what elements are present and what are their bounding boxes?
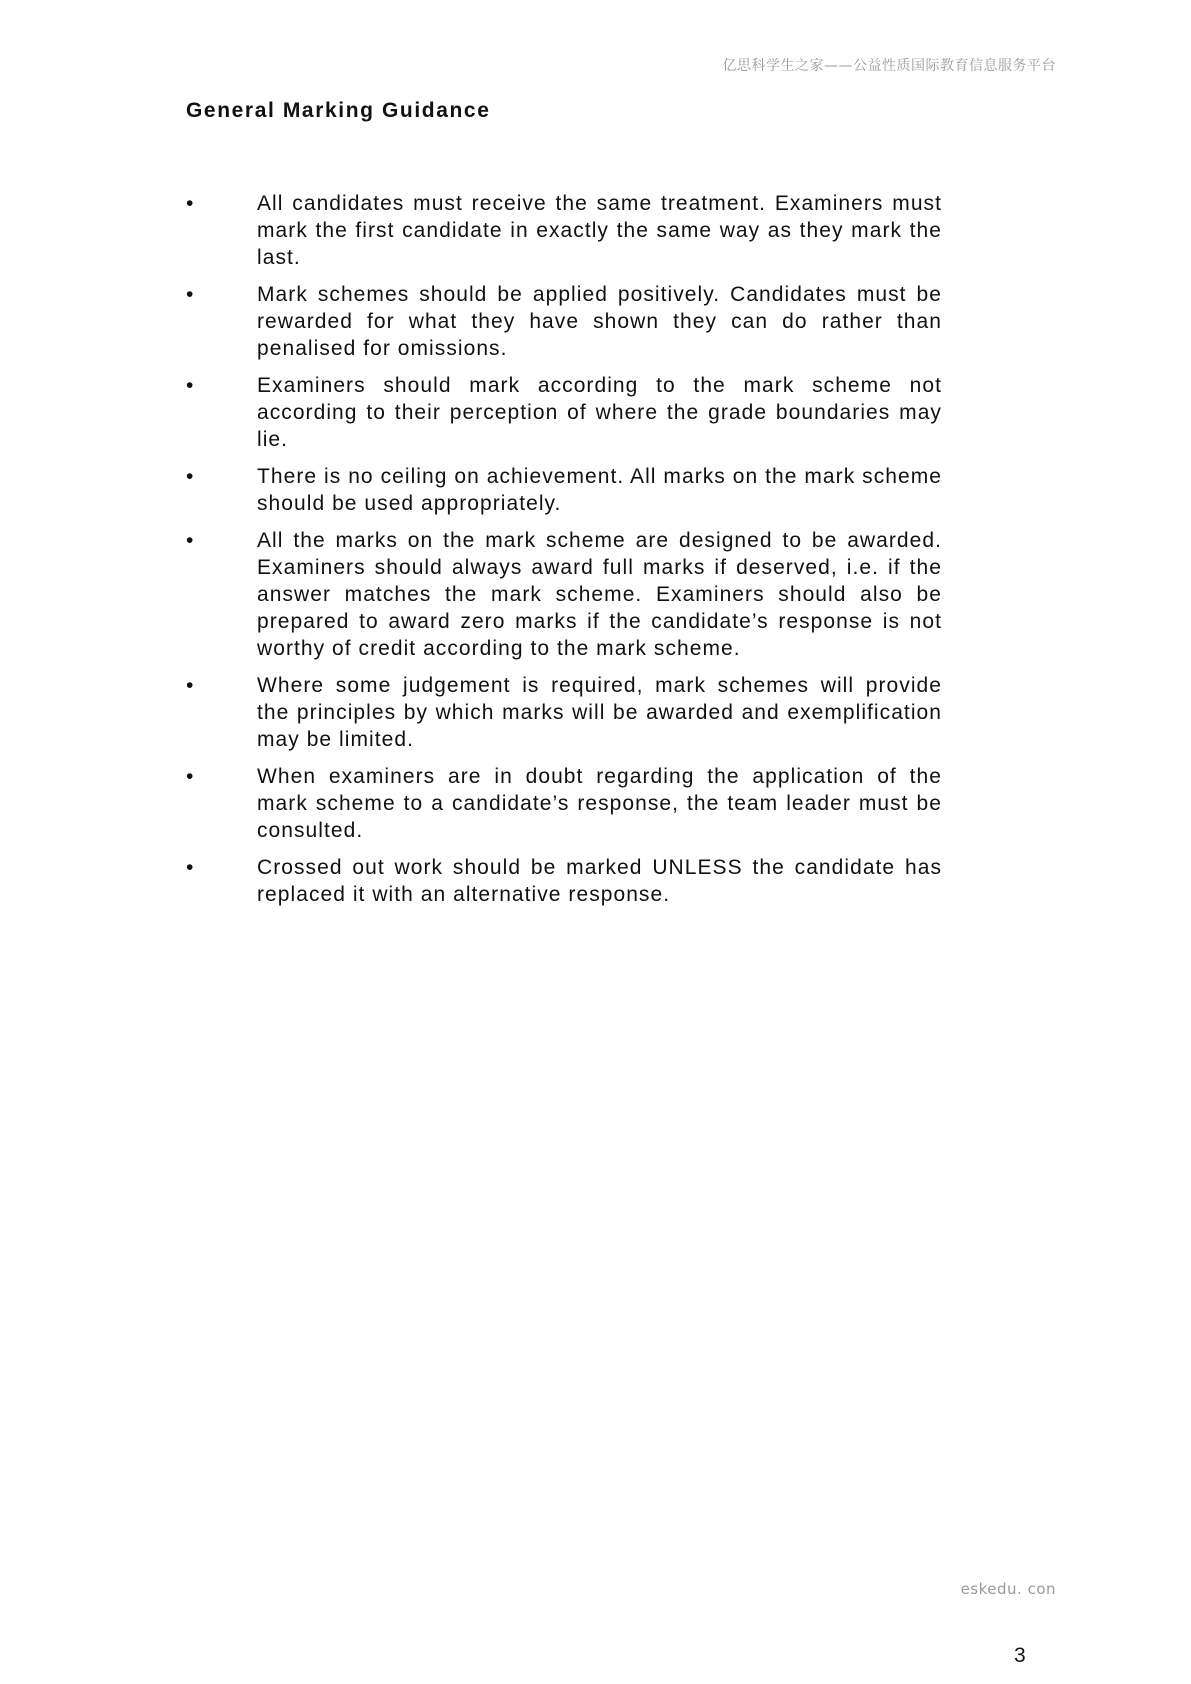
list-item-text: All the marks on the mark scheme are designed to be awarded. Examiners should always award full marks if deserved, i.e. if the answer matches the mark scheme. Examiners should also be prepared to award zero marks if the candidate’s response is not worthy of credit according to the mark scheme.: [257, 529, 942, 660]
list-item-text: Where some judgement is required, mark schemes will provide the principles by which marks will be awarded and exemplification may be limited.: [257, 674, 942, 751]
list-item: [186, 190, 942, 271]
bullet-icon: •: [186, 465, 194, 488]
list-item: [186, 672, 942, 753]
list-item: [186, 854, 942, 908]
list-item-text: Examiners should mark according to the mark scheme not according to their perception of where the grade boundaries may lie.: [257, 374, 942, 451]
list-item: [186, 763, 942, 844]
list-item-text: When examiners are in doubt regarding the application of the mark scheme to a candidate’s response, the team leader must be consulted.: [257, 765, 942, 842]
page-title: General Marking Guidance: [186, 99, 491, 122]
list-item-text: Mark schemes should be applied positively. Candidates must be rewarded for what they have shown they can do rather than penalised for omissions.: [257, 283, 942, 360]
header-watermark: 亿思科学生之家——公益性质国际教育信息服务平台: [722, 58, 1056, 74]
bullet-icon: •: [186, 374, 194, 397]
bullet-icon: •: [186, 856, 194, 879]
bullet-icon: •: [186, 192, 194, 215]
list-item-text: All candidates must receive the same treatment. Examiners must mark the first candidate in exactly the same way as they mark the last.: [257, 192, 942, 269]
guidance-list: [186, 190, 942, 918]
bullet-icon: •: [186, 529, 194, 552]
bullet-icon: •: [186, 674, 194, 697]
list-item: [186, 527, 942, 662]
page-number: 3: [1014, 1644, 1026, 1667]
list-item-text: There is no ceiling on achievement. All marks on the mark scheme should be used appropriately.: [257, 465, 942, 515]
list-item: [186, 372, 942, 453]
list-item-text: Crossed out work should be marked UNLESS the candidate has replaced it with an alternative response.: [257, 856, 942, 906]
bullet-icon: •: [186, 283, 194, 306]
list-item: [186, 281, 942, 362]
footer-watermark: eskedu. con: [960, 1580, 1056, 1598]
bullet-icon: •: [186, 765, 194, 788]
list-item: [186, 463, 942, 517]
